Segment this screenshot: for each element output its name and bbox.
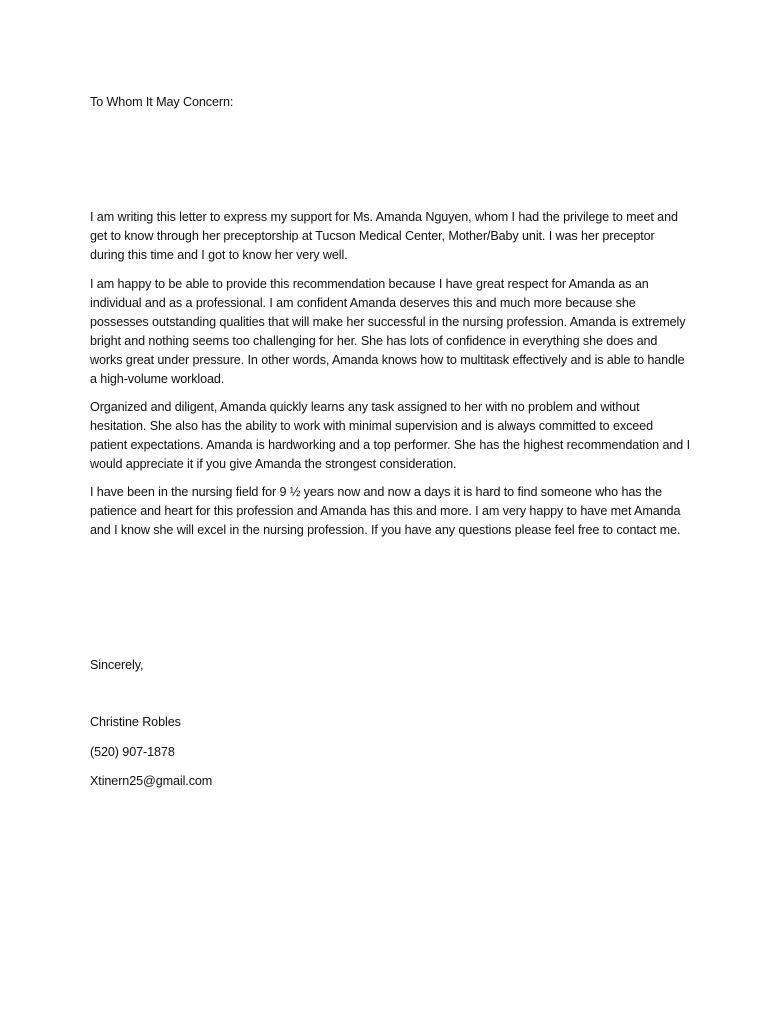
signer-name: Christine Robles (90, 715, 181, 729)
signer-email: Xtinern25@gmail.com (90, 774, 213, 788)
closing: Sincerely, (90, 658, 144, 672)
salutation: To Whom It May Concern: (90, 95, 234, 109)
body-paragraph-1: I am writing this letter to express my support for Ms. Amanda Nguyen, whom I had the privilege to meet and get to know through her preceptorship at Tucson Medical Center, Mother/Baby unit. I was her preceptor during this time and I got to know her very well. (90, 210, 678, 262)
signer-phone: (520) 907-1878 (90, 745, 175, 759)
body-paragraph-3: Organized and diligent, Amanda quickly learns any task assigned to her with no problem and without hesitation. She also has the ability to work with minimal supervision and is always committed to exceed patient expectations. Amanda is hardworking and a top performer. She has the highest recommendation and I would appreciate it if you give Amanda the strongest consideration. (90, 400, 690, 471)
body-paragraph-2: I am happy to be able to provide this recommendation because I have great respect for Amanda as an individual and as a professional. I am confident Amanda deserves this and much more because she possesses outstanding qualities that will make her successful in the nursing profession. Amanda is extremely bright and nothing seems too challenging for her. She has lots of confidence in everything she does and works great under pressure. In other words, Amanda knows how to multitask effectively and is able to handle a high-volume workload. (90, 277, 686, 386)
body-paragraph-4: I have been in the nursing field for 9 ½ years now and now a days it is hard to find someone who has the patience and heart for this profession and Amanda has this and more. I am very happy to have met Amanda and I know she will excel in the nursing profession. If you have any questions please feel free to contact me. (90, 485, 681, 537)
